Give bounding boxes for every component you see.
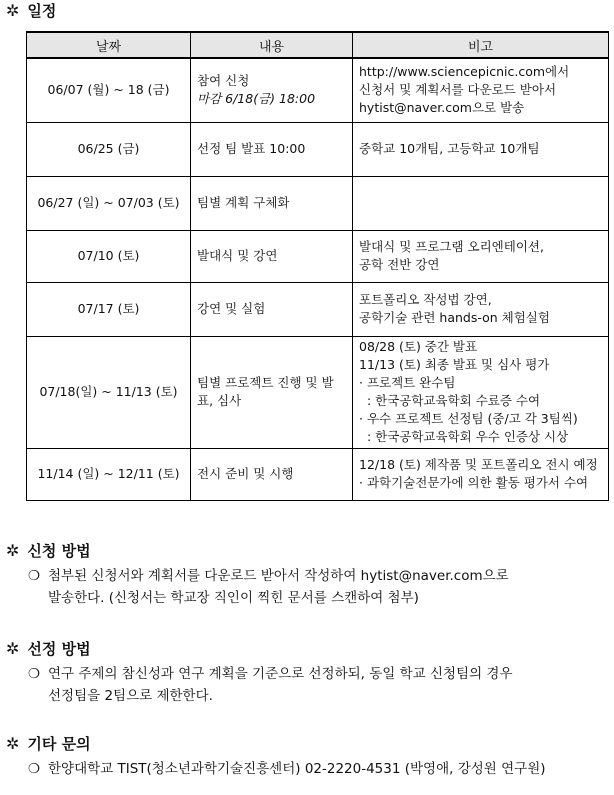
- row-date: 07/17 (토): [27, 282, 191, 336]
- star-bullet-icon: ✲: [6, 540, 20, 560]
- row-content: [191, 58, 353, 122]
- row-content: 팀별 계획 구체화: [191, 176, 353, 230]
- contact-paragraph: [24, 758, 608, 780]
- row-content: 전시 준비 및 시행: [191, 448, 353, 500]
- remark-line: · 우수 프로젝트 선정팀 (중/고 각 3팀씩): [359, 411, 578, 427]
- remark-line: · 프로젝트 완수팀: [359, 374, 456, 390]
- remark-line: 발대식 및 프로그램 오리엔테이션,: [359, 238, 544, 254]
- row-remark: [353, 122, 609, 176]
- contact-heading: [6, 733, 91, 754]
- apply-paragraph: [24, 565, 608, 609]
- remark-line: 신청서 및 계획서를 다운로드 받아서: [359, 82, 557, 98]
- remark-line: http://www.sciencepicnic.com에서: [359, 64, 570, 80]
- selection-paragraph: [24, 663, 608, 707]
- remark-line: : 한국공학교육학회 수료증 수여: [359, 393, 541, 408]
- table-row: [27, 230, 609, 282]
- row-date: 07/18(일) ~ 11/13 (토): [27, 336, 191, 448]
- remark-line: 공학 전반 강연: [359, 257, 440, 272]
- row-date: 11/14 (일) ~ 12/11 (토): [27, 448, 191, 500]
- remark-line: 08/28 (토) 중간 발표: [359, 338, 478, 354]
- apply-heading: [6, 540, 91, 561]
- selection-line-2: 선정팀을 2팀으로 제한한다.: [48, 688, 213, 704]
- table-row: [27, 122, 609, 176]
- column-header-content: 내용: [191, 32, 353, 58]
- remark-line: 포트폴리오 작성법 강연,: [359, 291, 492, 307]
- deadline-note: 마감 6/18(금) 18:00: [197, 91, 316, 107]
- row-remark: [353, 282, 609, 336]
- star-bullet-icon: ✲: [6, 638, 20, 658]
- row-remark: [353, 176, 609, 230]
- row-date: 06/25 (금): [27, 122, 191, 176]
- table-row: [27, 58, 609, 122]
- schedule-heading-text: 일정: [27, 2, 57, 20]
- table-row: [27, 176, 609, 230]
- star-bullet-icon: ✲: [6, 733, 20, 753]
- remark-line: 공학기술 관련 hands-on 체험실험: [359, 310, 550, 325]
- apply-line-2: 발송한다. (신청서는 학교장 직인이 찍힌 문서를 스캔하여 첨부): [48, 590, 419, 606]
- schedule-table: [26, 31, 609, 501]
- row-date: 06/07 (월) ~ 18 (금): [27, 58, 191, 122]
- row-remark: [353, 58, 609, 122]
- remark-line: 11/13 (토) 최종 발표 및 심사 평가: [359, 356, 550, 372]
- row-content: 선정 팀 발표 10:00: [191, 122, 353, 176]
- selection-heading: [6, 638, 91, 659]
- row-date: 06/27 (일) ~ 07/03 (토): [27, 176, 191, 230]
- star-bullet-icon: ✲: [6, 0, 20, 20]
- row-remark: [353, 230, 609, 282]
- selection-line-1: 연구 주제의 참신성과 연구 계획을 기준으로 선정하되, 동일 학교 신청팀의 경우: [48, 666, 513, 682]
- remark-line: hytist@naver.com으로 발송: [359, 100, 525, 116]
- remark-line: 12/18 (토) 제작품 및 포트폴리오 전시 예정: [359, 456, 598, 472]
- row-remark: [353, 336, 609, 448]
- circle-bullet-icon: ❍: [28, 666, 41, 682]
- contact-line: 한양대학교 TIST(청소년과학기술진흥센터) 02-2220-4531 (박영애, 강성원 연구원): [48, 761, 546, 777]
- remark-line: · 과학기술전문가에 의한 활동 평가서 수여: [359, 475, 589, 490]
- table-row: [27, 448, 609, 500]
- apply-heading-text: 신청 방법: [27, 542, 91, 560]
- row-content: 강연 및 실험: [191, 282, 353, 336]
- row-content: 발대식 및 강연: [191, 230, 353, 282]
- apply-line-1: 첨부된 신청서와 계획서를 다운로드 받아서 작성하여 hytist@naver.com으로: [48, 568, 509, 584]
- table-row: [27, 282, 609, 336]
- row-content-text: 참여 신청: [197, 73, 250, 89]
- row-content: 팀별 프로젝트 진행 및 발표, 심사: [191, 336, 353, 448]
- schedule-heading: [6, 0, 56, 21]
- circle-bullet-icon: ❍: [28, 761, 41, 777]
- row-date: 07/10 (토): [27, 230, 191, 282]
- circle-bullet-icon: ❍: [28, 568, 41, 584]
- remark-line: 중학교 10개팀, 고등학교 10개팀: [359, 140, 540, 156]
- selection-heading-text: 선정 방법: [27, 640, 91, 658]
- row-remark: [353, 448, 609, 500]
- contact-heading-text: 기타 문의: [27, 735, 91, 753]
- table-row: [27, 336, 609, 448]
- remark-line: : 한국공학교육학회 우수 인증상 시상: [359, 429, 569, 445]
- column-header-date: 날짜: [27, 32, 191, 58]
- column-header-remark: 비고: [353, 32, 609, 58]
